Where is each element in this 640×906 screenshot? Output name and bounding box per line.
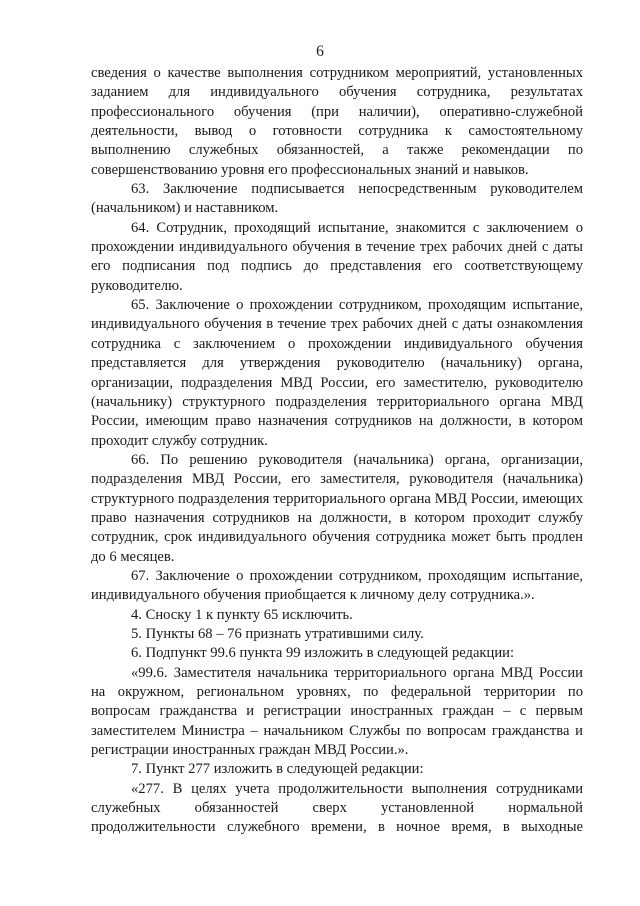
paragraph: 65. Заключение о прохождении сотрудником, проходящим испытание, индивидуального обучения в течение трех рабочих дней с даты ознакомления сотрудника с заключением о прохождении индивидуального обучения представляется для утверждения руководителю (начальнику) органа, организации, подразделения МВД России, его заместителю, руководителю (начальнику) структурного подразделения территориального органа МВД России, имеющим право назначения сотрудников на должности, в котором проходит службу сотрудник. [91,297,583,449]
document-body [91,64,583,838]
paragraph: «99.6. Заместителя начальника территориального органа МВД России на окружном, региональном уровнях, по федеральной территории по вопросам гражданства и регистрации иностранных граждан – с первым заместителем Министра – начальником Службы по вопросам гражданства и регистрации иностранных граждан МВД России.». [91,664,583,759]
paragraph: 6. Подпункт 99.6 пункта 99 изложить в следующей редакции: [131,645,515,662]
paragraph: 64. Сотрудник, проходящий испытание, знакомится с заключением о прохождении индивидуального обучения в течение трех рабочих дней с даты его подписания под подпись до представления его соответствующему руководителю. [91,219,583,294]
paragraph: 67. Заключение о прохождении сотрудником, проходящим испытание, индивидуального обучения приобщается к личному делу сотрудника.». [91,567,583,604]
paragraph: 5. Пункты 68 – 76 признать утратившими силу. [131,625,424,642]
paragraph: 63. Заключение подписывается непосредственным руководителем (начальником) и наставником. [91,181,583,217]
paragraph: 7. Пункт 277 изложить в следующей редакции: [131,761,424,778]
paragraph: сведения о качестве выполнения сотрудником мероприятий, установленных заданием для индивидуального обучения сотрудника, результатах профессионального обучения (при наличии), оперативно-служебной деятельности, вывод о готовности сотрудника к самостоятельному выполнению служебных обязанностей, а также рекомендации по совершенствованию уровня его профессиональных знаний и навыков. [91,65,583,178]
paragraph: 66. По решению руководителя (начальника) органа, организации, подразделения МВД России, его заместителя, руководителя (начальника) структурного подразделения территориального органа МВД России, имеющих право назначения сотрудников на должности, в котором проходит службу сотрудник, срок индивидуального обучения сотрудника может быть продлен до 6 месяцев. [91,451,583,565]
paragraph: «277. В целях учета продолжительности выполнения сотрудниками служебных обязанностей сверх установленной нормальной продолжительности служебного времени, в ночное время, в выходные [91,780,583,836]
paragraph: 4. Сноску 1 к пункту 65 исключить. [131,606,353,623]
page-number: 6 [316,43,324,60]
